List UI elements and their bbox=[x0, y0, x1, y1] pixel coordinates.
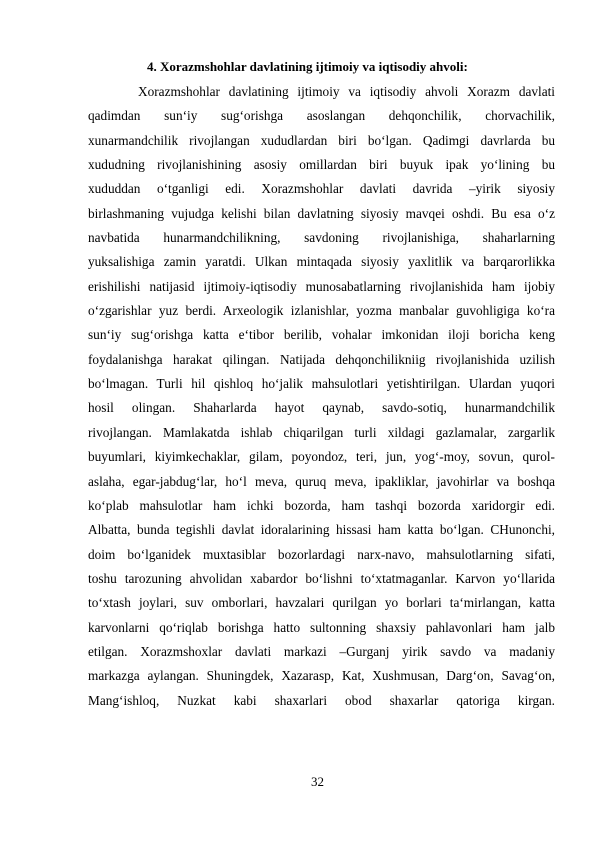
text-line: birlashmaning vujudga kelishi bilan davlatning siyosiy mavqei oshdi. Bu esa o‘z bbox=[88, 205, 555, 221]
text-line: qadimdan sun‘iy sug‘orishga asoslangan dehqonchilik, chorvachilik, bbox=[88, 108, 555, 124]
text-line: erishilishi natijasid ijtimoiy-iqtisodiy munosabatlarning rivojlanishida ham ijobiy bbox=[88, 278, 555, 294]
text-line: hosil olingan. Shaharlarda hayot qaynab, savdo-sotiq, hunarmandchilik bbox=[88, 400, 555, 416]
text-line: sun‘iy sug‘orishga katta e‘tibor berilib, vohalar imkonidan iloji boricha keng bbox=[88, 327, 555, 343]
text-line: xududning rivojlanishining asosiy omillardan biri buyuk ipak yo‘lining bu bbox=[88, 157, 555, 173]
text-line: xunarmandchilik rivojlangan xududlardan biri bo‘lgan. Qadimgi davrlarda bu bbox=[88, 132, 555, 148]
text-line: xududdan o‘tganligi edi. Xorazmshohlar davlati davrida –yirik siyosiy bbox=[88, 181, 555, 197]
text-line: navbatida hunarmandchilikning, savdoning rivojlanishiga, shaharlarning bbox=[88, 230, 555, 246]
section-heading: 4. Xorazmshohlar davlatining ijtimoiy va iqtisodiy ahvoli: bbox=[147, 59, 468, 74]
text-line: markazga aylangan. Shuningdek, Xazarasp, Kat, Xushmusan, Darg‘on, Savag‘on, bbox=[88, 668, 555, 684]
text-line: buyumlari, kiyimkechaklar, gilam, poyondoz, teri, jun, yog‘-moy, sovun, qurol- bbox=[88, 449, 555, 465]
text-line: yuksalishiga zamin yaratdi. Ulkan mintaqada siyosiy yaxlitlik va barqarorlikka bbox=[88, 254, 555, 270]
text-line: karvonlarni qo‘riqlab borishga hatto sultonning shaxsiy pahlavonlari ham jalb bbox=[88, 619, 555, 635]
text-line: Xorazmshohlar davlatining ijtimoiy va iqtisodiy ahvoli Xorazm davlati bbox=[138, 84, 555, 99]
body-text bbox=[88, 80, 555, 713]
text-line: o‘zgarishlar yuz berdi. Arxeologik izlanishlar, yozma manbalar guvohligiga ko‘ra bbox=[88, 303, 555, 319]
text-line: to‘xtash joylari, suv omborlari, havzalari qurilgan yo borlari ta‘mirlangan, katta bbox=[88, 595, 555, 611]
text-line: bo‘lmagan. Turli hil qishloq ho‘jalik mahsulotlari yetishtirilgan. Ulardan yuqori bbox=[88, 376, 555, 392]
text-line: aslaha, egar-jabdug‘lar, ho‘l meva, quruq meva, ipakliklar, javohirlar va boshqa bbox=[88, 473, 555, 489]
text-line: rivojlangan. Mamlakatda ishlab chiqarilgan turli xildagi gazlamalar, zargarlik bbox=[88, 424, 555, 440]
text-line: ko‘plab mahsulotlar ham ichki bozorda, ham tashqi bozorda xaridorgir edi. bbox=[88, 497, 555, 513]
text-line: foydalanishga harakat qilingan. Natijada dehqonchilikniig rivojlanishida uzilish bbox=[88, 351, 555, 367]
text-line: etilgan. Xorazmshoxlar davlati markazi –Gurganj yirik savdo va madaniy bbox=[88, 643, 555, 659]
text-line: doim bo‘lganidek muxtasiblar bozorlardagi narx-navo, mahsulotlarning sifati, bbox=[88, 546, 555, 562]
text-line: Mang‘ishloq, Nuzkat kabi shaxarlari obod shaxarlar qatoriga kirgan. bbox=[88, 692, 555, 708]
text-line: Albatta, bunda tegishli davlat idoralarining hissasi ham katta bo‘lgan. CHunonchi, bbox=[88, 522, 555, 538]
page-number: 32 bbox=[311, 774, 324, 789]
text-line: toshu tarozuning ahvolidan xabardor bo‘lishni to‘xtatmaganlar. Karvon yo‘llarida bbox=[88, 570, 555, 586]
